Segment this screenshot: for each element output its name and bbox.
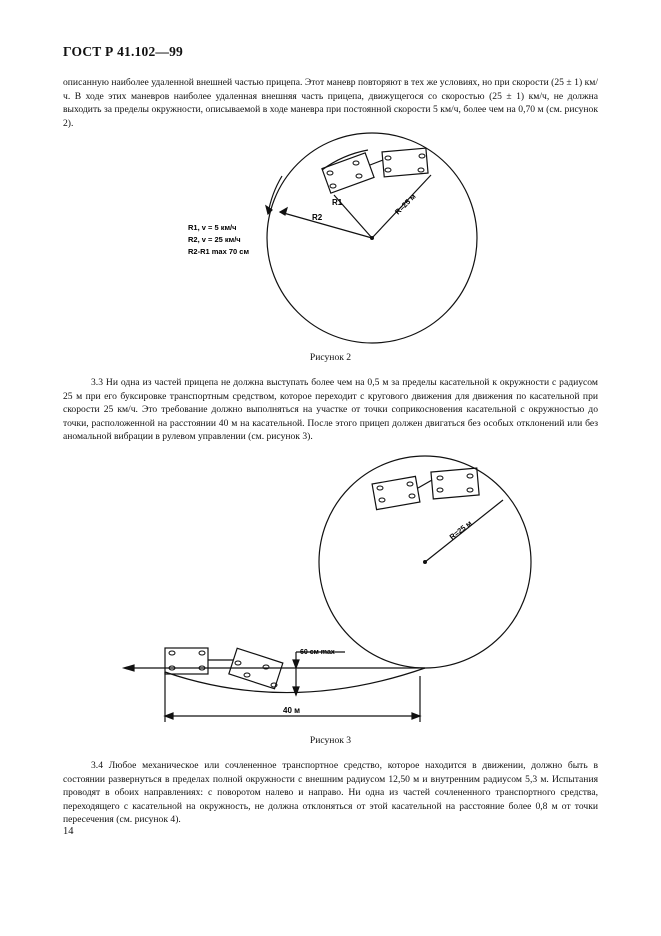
fig2-legend-line1: R1, v = 5 км/ч (188, 223, 237, 232)
tractor-body-upper (431, 468, 479, 499)
figure-2-caption: Рисунок 2 (309, 352, 352, 363)
fig2-label-r2: R2 (312, 213, 323, 222)
trailer-body-upper (372, 476, 420, 509)
fig2-label-r1: R1 (332, 198, 343, 207)
paragraph-3-4: 3.4 Любое механическое или сочлененное транспортное средство, которое находится в движении, должно быть в состоянии развернуться в пределах полной окружности с внешним радиусом 12,50 м и внутренним радиусом 5,3 м. Испытания проводят в обоих направлениях: с поворотом налево и направо. Ни одна из частей сочлененного транспортного средства, переходящего с касательной на окружность, не должна отклоняться от этой касательной на расстояние более 0,8 м от точки пересечения (см. рисунок 4). (63, 760, 598, 826)
paragraph-continuation: описанную наиболее удаленной внешней частью прицепа. Этот маневр повторяют в тех же условиях, но при скорости (25 ± 1) км/ч. В ходе этих маневров наиболее удаленная внешняя часть прицепа, движущегося со скоростью (25 ± 1) км/ч, не должна выходить за пределы окружности, описываемой в ходе маневра при постоянной скорости 5 км/ч, более чем на 0,70 м (см. рисунок 2). (63, 77, 598, 129)
fig3-label-r25: R=25 м (447, 518, 474, 542)
document-header: ГОСТ Р 41.102—99 (63, 44, 183, 59)
fig3-label-40m: 40 м (283, 706, 301, 715)
figure-3-caption: Рисунок 3 (309, 735, 352, 746)
fig3-label-60cm: 60 см max (300, 649, 335, 656)
fig2-legend-line2: R2, v = 25 км/ч (188, 235, 241, 244)
paragraph-3-3: 3.3 Ни одна из частей прицепа не должна выступать более чем на 0,5 м за пределы касательной к окружности с радиусом 25 м при его буксировке транспортным средством, которое переходит с кругового движения для движения по касательной при скорости 25 км/ч. Это требование должно выполняться на участке от точки соприкосновения касательной с окружностью до точки, расположенной на расстоянии 40 м на касательной. После этого прицеп должен двигаться без особых отклонений или без аномальной вибрации в рулевом управлении (см. рисунок 3). (63, 377, 598, 443)
page-number: 14 (63, 826, 74, 837)
fig2-legend-line3: R2-R1 max 70 см (188, 247, 249, 256)
fig2-label-r25: R=25 м (393, 191, 418, 217)
